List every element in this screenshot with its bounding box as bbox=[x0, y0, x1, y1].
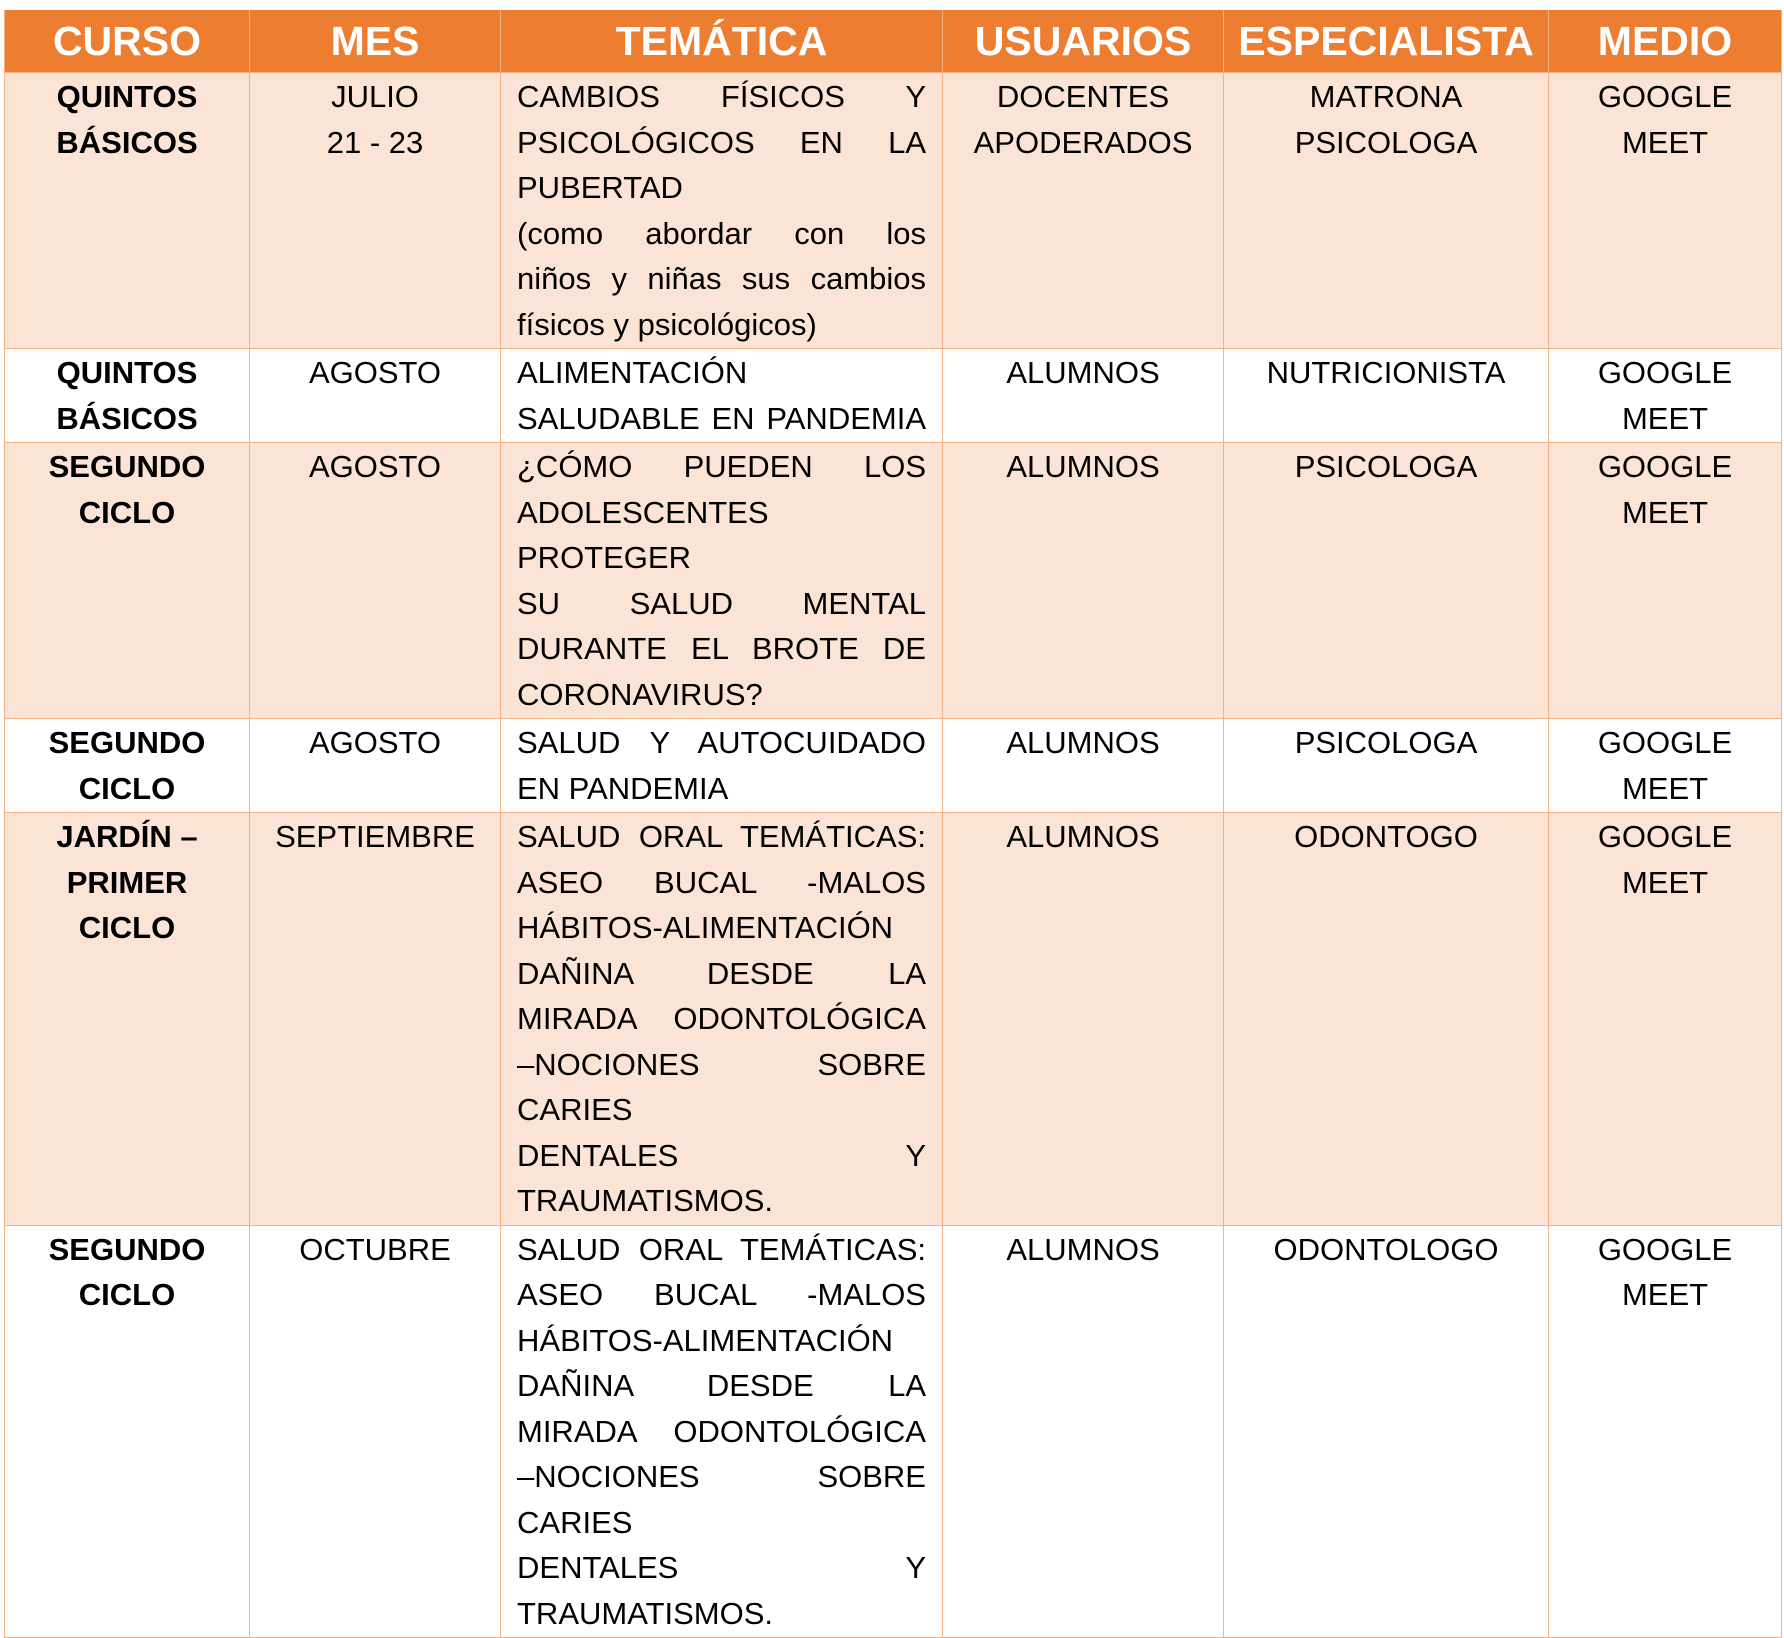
cell-tematica-line: SALUD ORAL TEMÁTICAS: bbox=[517, 1231, 926, 1267]
cell-tematica-line: ASEO BUCAL -MALOS bbox=[517, 1277, 926, 1312]
cell-tematica-line: SALUDABLE EN PANDEMIA bbox=[517, 400, 926, 436]
cell-mes bbox=[250, 73, 501, 349]
cell-usuarios-line: ALUMNOS bbox=[1006, 449, 1160, 484]
cell-curso-line: SEGUNDO bbox=[48, 449, 206, 484]
cell-medio bbox=[1549, 73, 1782, 349]
cell-especialista bbox=[1224, 73, 1549, 349]
cell-especialista bbox=[1224, 349, 1549, 443]
cell-medio-line: MEET bbox=[1621, 124, 1709, 160]
cell-mes-line: 21 - 23 bbox=[326, 124, 424, 160]
cell-mes bbox=[250, 719, 501, 813]
cell-tematica-line: DAÑINA DESDE LA bbox=[517, 955, 926, 991]
table-row bbox=[5, 73, 1782, 349]
cell-medio-line: GOOGLE bbox=[1597, 79, 1733, 114]
schedule-table-container bbox=[4, 10, 1781, 1638]
cell-tematica-line: DENTALES Y bbox=[517, 1137, 926, 1173]
cell-tematica-line: DAÑINA DESDE LA bbox=[517, 1368, 926, 1403]
cell-usuarios bbox=[943, 443, 1224, 719]
cell-tematica-line: físicos y psicológicos) bbox=[517, 306, 817, 342]
cell-tematica-line: niños y niñas sus cambios bbox=[517, 261, 926, 296]
table-body bbox=[5, 73, 1782, 1638]
cell-usuarios-line: APODERADOS bbox=[973, 124, 1193, 160]
header-medio: MEDIO bbox=[1549, 10, 1782, 73]
cell-medio bbox=[1549, 349, 1782, 443]
cell-tematica-line: ASEO BUCAL -MALOS bbox=[517, 864, 926, 900]
header-curso: CURSO bbox=[5, 10, 250, 73]
cell-medio-line: GOOGLE bbox=[1597, 449, 1733, 484]
cell-tematica-line: EN PANDEMIA bbox=[517, 770, 729, 806]
cell-usuarios-line: ALUMNOS bbox=[1006, 819, 1160, 854]
cell-curso bbox=[5, 719, 250, 813]
cell-medio-line: GOOGLE bbox=[1597, 819, 1733, 854]
cell-tematica-line: TRAUMATISMOS. bbox=[517, 1183, 774, 1218]
cell-tematica-line: SU SALUD MENTAL bbox=[517, 585, 926, 621]
cell-curso-line: CICLO bbox=[78, 494, 176, 530]
cell-mes bbox=[250, 813, 501, 1226]
cell-especialista-line: ODONTOGO bbox=[1294, 819, 1478, 854]
cell-tematica-line: MIRADA ODONTOLÓGICA bbox=[517, 1001, 926, 1036]
cell-usuarios bbox=[943, 73, 1224, 349]
cell-curso-line: BÁSICOS bbox=[56, 400, 198, 436]
cell-medio-line: MEET bbox=[1621, 864, 1709, 900]
cell-mes bbox=[250, 443, 501, 719]
cell-curso-line: CICLO bbox=[78, 770, 176, 806]
cell-usuarios-line: DOCENTES bbox=[996, 79, 1170, 114]
cell-tematica-line: (como abordar con los bbox=[517, 215, 926, 251]
cell-especialista-line: PSICOLOGA bbox=[1294, 449, 1478, 484]
table-row bbox=[5, 719, 1782, 813]
cell-especialista-line: ODONTOLOGO bbox=[1273, 1231, 1499, 1267]
cell-tematica-line: SALUD ORAL TEMÁTICAS: bbox=[517, 819, 926, 854]
cell-mes-line: JULIO bbox=[331, 79, 419, 114]
cell-curso-line: CICLO bbox=[78, 1277, 176, 1312]
cell-tematica bbox=[501, 1225, 943, 1638]
cell-tematica-line: CORONAVIRUS? bbox=[517, 676, 763, 712]
cell-curso-line: SEGUNDO bbox=[48, 1231, 206, 1267]
cell-tematica bbox=[501, 73, 943, 349]
table-row bbox=[5, 1225, 1782, 1638]
header-especialista: ESPECIALISTA bbox=[1224, 10, 1549, 73]
cell-tematica bbox=[501, 443, 943, 719]
cell-medio-line: GOOGLE bbox=[1597, 725, 1733, 760]
cell-medio bbox=[1549, 443, 1782, 719]
cell-usuarios-line: ALUMNOS bbox=[1006, 725, 1160, 760]
cell-especialista-line: MATRONA bbox=[1309, 79, 1463, 114]
cell-medio-line: GOOGLE bbox=[1597, 1231, 1733, 1267]
cell-usuarios bbox=[943, 813, 1224, 1226]
cell-tematica bbox=[501, 813, 943, 1226]
cell-mes-line: AGOSTO bbox=[308, 725, 442, 760]
cell-mes-line: OCTUBRE bbox=[299, 1231, 451, 1267]
cell-medio-line: MEET bbox=[1621, 400, 1709, 436]
cell-tematica bbox=[501, 719, 943, 813]
cell-tematica-line: –NOCIONES SOBRE CARIES bbox=[517, 1046, 926, 1127]
cell-usuarios bbox=[943, 349, 1224, 443]
cell-curso bbox=[5, 349, 250, 443]
cell-medio bbox=[1549, 1225, 1782, 1638]
cell-usuarios-line: ALUMNOS bbox=[1006, 1231, 1160, 1267]
cell-curso-line: SEGUNDO bbox=[48, 725, 206, 760]
header-mes: MES bbox=[250, 10, 501, 73]
cell-tematica-line: DENTALES Y bbox=[517, 1550, 926, 1585]
cell-tematica-line: PUBERTAD bbox=[517, 170, 683, 205]
cell-curso-line: JARDÍN – bbox=[56, 819, 198, 854]
cell-curso-line: QUINTOS bbox=[56, 355, 198, 390]
cell-tematica-line: MIRADA ODONTOLÓGICA bbox=[517, 1413, 926, 1449]
cell-especialista bbox=[1224, 443, 1549, 719]
cell-tematica-line: HÁBITOS-ALIMENTACIÓN bbox=[517, 910, 894, 945]
cell-curso bbox=[5, 813, 250, 1226]
cell-curso-line: CICLO bbox=[78, 910, 176, 945]
cell-especialista bbox=[1224, 813, 1549, 1226]
header-usuarios: USUARIOS bbox=[943, 10, 1224, 73]
cell-medio bbox=[1549, 719, 1782, 813]
table-header bbox=[5, 10, 1782, 73]
cell-curso bbox=[5, 1225, 250, 1638]
table-row bbox=[5, 349, 1782, 443]
cell-especialista-line: NUTRICIONISTA bbox=[1266, 355, 1506, 390]
cell-mes-line: AGOSTO bbox=[308, 355, 442, 390]
cell-usuarios bbox=[943, 719, 1224, 813]
cell-tematica-line: HÁBITOS-ALIMENTACIÓN bbox=[517, 1322, 894, 1358]
cell-especialista bbox=[1224, 1225, 1549, 1638]
schedule-table bbox=[4, 10, 1782, 1638]
cell-mes bbox=[250, 349, 501, 443]
cell-mes bbox=[250, 1225, 501, 1638]
cell-curso bbox=[5, 443, 250, 719]
cell-medio-line: MEET bbox=[1621, 770, 1709, 806]
cell-curso bbox=[5, 73, 250, 349]
cell-tematica-line: DURANTE EL BROTE DE bbox=[517, 631, 926, 666]
cell-medio-line: MEET bbox=[1621, 1277, 1709, 1312]
cell-especialista-line: PSICOLOGA bbox=[1294, 725, 1478, 760]
table-row bbox=[5, 443, 1782, 719]
cell-mes-line: SEPTIEMBRE bbox=[275, 819, 475, 854]
cell-tematica-line: –NOCIONES SOBRE CARIES bbox=[517, 1459, 926, 1540]
cell-medio-line: MEET bbox=[1621, 494, 1709, 530]
cell-usuarios bbox=[943, 1225, 1224, 1638]
cell-tematica-line: ADOLESCENTES PROTEGER bbox=[517, 494, 769, 575]
cell-curso-line: QUINTOS bbox=[56, 79, 198, 114]
cell-tematica-line: CAMBIOS FÍSICOS Y bbox=[517, 79, 926, 114]
cell-tematica-line: SALUD Y AUTOCUIDADO bbox=[517, 725, 926, 760]
cell-especialista bbox=[1224, 719, 1549, 813]
cell-tematica-line: TRAUMATISMOS. bbox=[517, 1595, 774, 1631]
cell-usuarios-line: ALUMNOS bbox=[1006, 355, 1160, 390]
cell-tematica-line: ALIMENTACIÓN bbox=[517, 355, 748, 390]
header-tematica: TEMÁTICA bbox=[501, 10, 943, 73]
cell-medio bbox=[1549, 813, 1782, 1226]
cell-tematica-line: ¿CÓMO PUEDEN LOS bbox=[517, 449, 926, 484]
table-row bbox=[5, 813, 1782, 1226]
cell-curso-line: PRIMER bbox=[66, 864, 188, 900]
cell-mes-line: AGOSTO bbox=[308, 449, 442, 484]
cell-medio-line: GOOGLE bbox=[1597, 355, 1733, 390]
cell-especialista-line: PSICOLOGA bbox=[1294, 124, 1478, 160]
cell-tematica bbox=[501, 349, 943, 443]
cell-curso-line: BÁSICOS bbox=[56, 124, 198, 160]
cell-tematica-line: PSICOLÓGICOS EN LA bbox=[517, 124, 926, 160]
header-row bbox=[5, 10, 1782, 73]
